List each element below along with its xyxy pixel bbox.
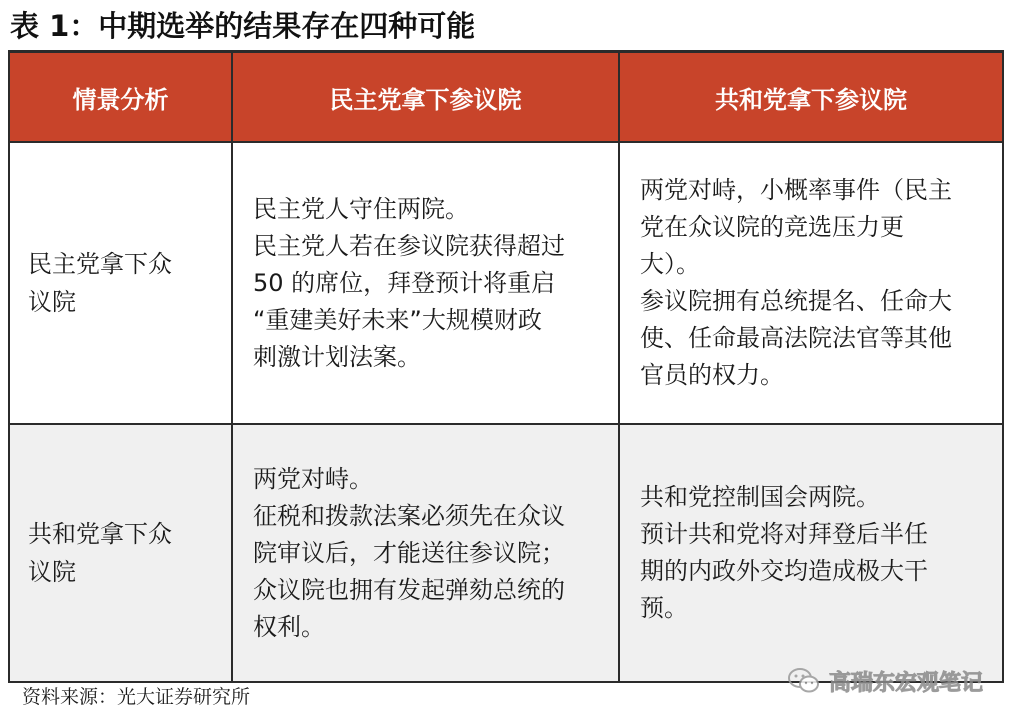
row-label-dem-house: 民主党拿下众 议院 [9,142,232,424]
table-row [9,424,1003,682]
table-row [9,142,1003,424]
table-header-row [9,52,1003,143]
watermark-text: 高瑞东宏观笔记 [828,670,983,696]
cell-dem-house-dem-senate: 民主党人守住两院。 民主党人若在参议院获得超过 50 的席位，拜登预计将重启 “重建美好未来”大规模财政 刺激计划法案。 [232,142,619,424]
cell-rep-house-dem-senate: 两党对峙。 征税和拨款法案必须先在众议 院审议后，才能送往参议院； 众议院也拥有发起弹劾总统的 权利。 [232,424,619,682]
scenario-table [8,50,1004,683]
cell-dem-house-rep-senate: 两党对峙，小概率事件（民主 党在众议院的竞选压力更 大）。 参议院拥有总统提名、任命大 使、任命最高法院法官等其他 官员的权力。 [619,142,1003,424]
source-note: 资料来源：光大证券研究所 [22,686,251,708]
row-label-rep-house: 共和党拿下众 议院 [9,424,232,682]
watermark [787,664,983,698]
header-scenario: 情景分析 [9,52,232,143]
wechat-icon [787,666,821,696]
page-title: 表 1：中期选举的结果存在四种可能 [10,9,476,43]
cell-rep-house-rep-senate: 共和党控制国会两院。 预计共和党将对拜登后半任 期的内政外交均造成极大干 预。 [619,424,1003,682]
header-dem-senate: 民主党拿下参议院 [232,52,619,143]
header-rep-senate: 共和党拿下参议院 [619,52,1003,143]
